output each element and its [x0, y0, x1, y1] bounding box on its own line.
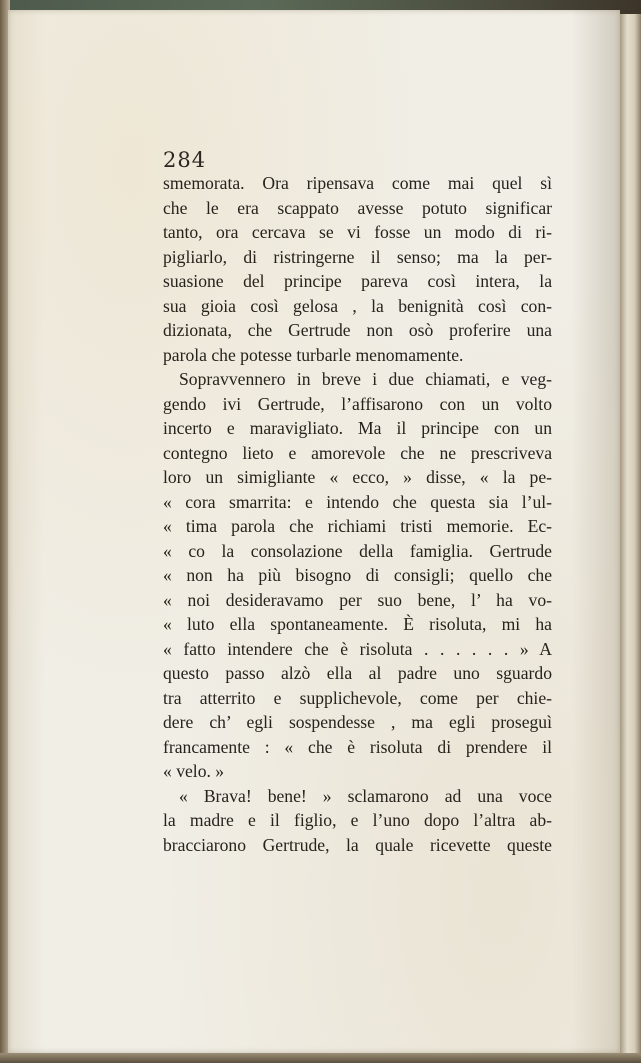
text-line: « noi desideravamo per suo bene, l’ ha vo- [163, 589, 552, 610]
text-line: tanto, ora cercava se vi fosse un modo di ri- [163, 222, 552, 242]
text-line: pigliarlo, di ristringerne il senso; ma la per- [163, 246, 552, 267]
text-line: questo passo alzò ella al padre uno sguardo [163, 663, 552, 683]
body-text [163, 171, 552, 857]
text-line: loro un simigliante « ecco, » disse, « la pe- [163, 467, 552, 487]
text-line: tra atterrito e supplichevole, come per chie- [163, 687, 552, 708]
text-line: « luto ella spontaneamente. È risoluta, mi ha [163, 614, 552, 634]
text-line: « cora smarrita: e intendo che questa sia l’ul- [163, 491, 552, 512]
text-line: « non ha più bisogno di consigli; quello che [163, 565, 552, 585]
text-line: « co la consolazione della famiglia. Gertrude [163, 540, 552, 561]
text-line: smemorata. Ora ripensava come mai quel sì [163, 173, 552, 193]
adjacent-page-edge [620, 14, 641, 1054]
text-line: bracciarono Gertrude, la quale ricevette queste [163, 834, 552, 855]
text-line: incerto e maravigliato. Ma il principe con un [163, 418, 552, 438]
text-line: francamente : « che è risoluta di prendere il [163, 736, 552, 757]
text-line: gendo ivi Gertrude, l’affisarono con un volto [163, 393, 552, 414]
text-line: contegno lieto e amorevole che ne prescriveva [163, 442, 552, 463]
text-line: « velo. » [163, 761, 225, 781]
text-line: « tima parola che richiami tristi memorie. Ec- [163, 516, 552, 536]
text-line: Sopravvennero in breve i due chiamati, e veg- [179, 369, 552, 389]
text-line: la madre e il figlio, e l’uno dopo l’altra ab- [163, 810, 552, 830]
text-line: che le era scappato avesse potuto significar [163, 197, 552, 218]
text-line: suasione del principe pareva così intera, la [163, 271, 552, 291]
text-line: « Brava! bene! » sclamarono ad una voce [179, 785, 552, 806]
text-line: dizionata, che Gertrude non osò proferire una [163, 320, 552, 340]
text-line: sua gioia così gelosa , la benignità così con- [163, 295, 552, 316]
text-line: parola che potesse turbarle menomamente. [163, 344, 464, 365]
text-line: dere ch’ egli sospendesse , ma egli proseguì [163, 712, 552, 732]
bottom-page-edge [0, 1053, 641, 1063]
page-number: 284 [163, 148, 207, 172]
text-line: « fatto intendere che è risoluta . . . . . . » A [163, 638, 552, 659]
